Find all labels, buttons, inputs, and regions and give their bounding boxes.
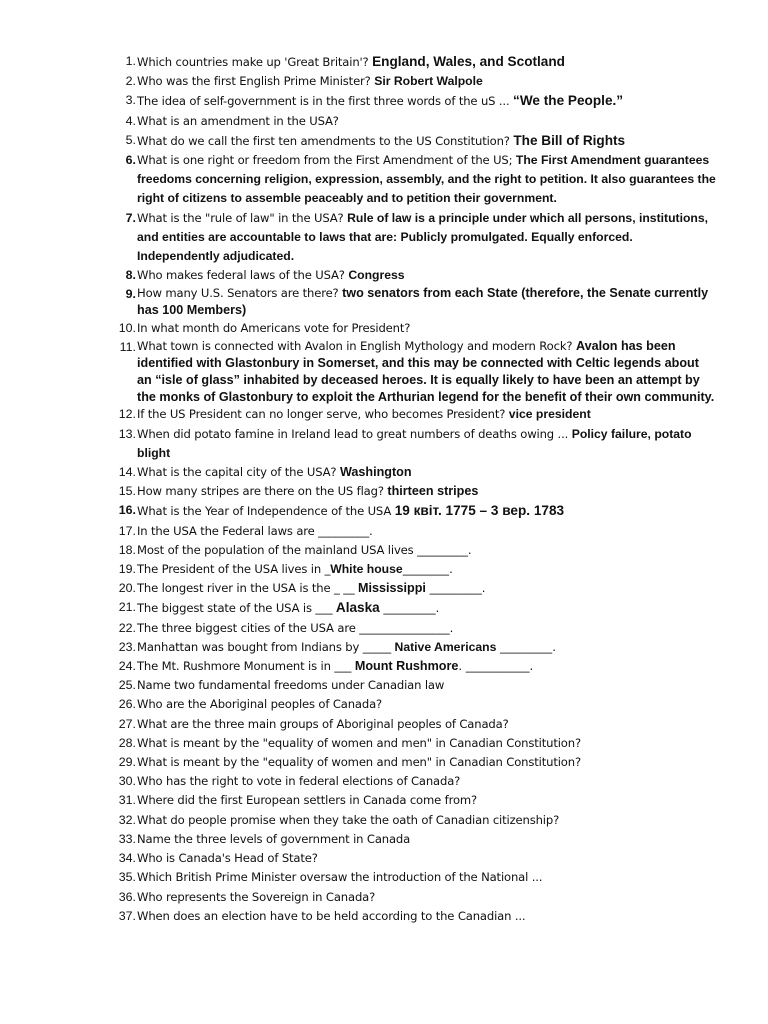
answer-text: White house (330, 562, 403, 577)
question-item (0, 338, 768, 405)
question-item (0, 425, 768, 463)
question-body (137, 52, 717, 72)
question-body (137, 772, 717, 791)
question-body (137, 560, 717, 579)
question-number: 29 . (0, 753, 137, 772)
question-text: Name two fundamental freedoms under Canadian law (137, 678, 445, 693)
question-item (0, 657, 768, 676)
question-number: 5 . (0, 131, 137, 151)
question-item (0, 266, 768, 285)
question-body (137, 522, 717, 541)
answer-text: two senators from each State (therefore, the Senate currently has 100 Members) (137, 286, 709, 318)
question-item (0, 112, 768, 131)
question-text: Which countries make up 'Great Britain'? (137, 55, 373, 69)
question-body (137, 907, 717, 926)
question-item (0, 676, 768, 695)
question-number: 26 . (0, 695, 137, 714)
question-number: 18 . (0, 541, 137, 560)
question-number: 6 . (0, 151, 137, 209)
question-number: 28 . (0, 734, 137, 753)
question-item (0, 72, 768, 91)
question-number: 20 . (0, 579, 137, 598)
question-item (0, 638, 768, 657)
answer-text: Policy failure, potato blight (137, 426, 692, 460)
question-item (0, 52, 768, 72)
question-item (0, 319, 768, 338)
question-body (137, 657, 717, 676)
question-item (0, 753, 768, 772)
question-text: What is meant by the "equality of women and men" in Canadian Constitution? (137, 735, 581, 750)
question-text: Who are the Aboriginal peoples of Canada? (137, 697, 383, 712)
question-body (137, 695, 717, 714)
question-item (0, 830, 768, 849)
question-body (137, 91, 717, 111)
answer-text: England, Wales, and Scotland (372, 54, 565, 69)
question-number: 22 . (0, 619, 137, 638)
question-text: Where did the first European settlers in Canada come from? (137, 793, 478, 808)
question-body (137, 209, 717, 267)
question-number: 19 . (0, 560, 137, 579)
question-item (0, 405, 768, 424)
question-item (0, 560, 768, 579)
question-item (0, 598, 768, 618)
question-text: In what month do Americans vote for President? (137, 321, 411, 336)
question-body (137, 151, 717, 209)
question-number: 37 . (0, 907, 137, 926)
question-text: How many U.S. Senators are there? (137, 286, 343, 301)
question-body (137, 811, 717, 830)
answer-text: Rule of law is a principle under which all persons, institutions, and entities are accountable to laws that are: Publicly promulgated. Equally enforced. Independently adjudicated. (137, 210, 709, 264)
question-text: What is an amendment in the USA? (137, 113, 339, 128)
question-item (0, 811, 768, 830)
question-item (0, 91, 768, 111)
question-text: Who was the first English Prime Minister? (137, 74, 375, 89)
question-item (0, 501, 768, 521)
question-text: What is the Year of Independence of the USA (137, 504, 395, 519)
question-sheet (0, 52, 768, 926)
answer-text: Alaska (335, 600, 380, 616)
answer-text: thirteen stripes (387, 484, 479, 499)
question-number: 8 . (0, 266, 137, 285)
question-item (0, 772, 768, 791)
question-item (0, 541, 768, 560)
question-text: What are the three main groups of Aboriginal peoples of Canada? (137, 716, 509, 731)
question-body (137, 131, 717, 151)
question-text: Most of the population of the mainland USA lives _________. (137, 542, 472, 557)
question-text: What is the "rule of law" in the USA? (137, 210, 348, 225)
question-number: 25 . (0, 676, 137, 695)
question-body (137, 463, 717, 482)
question-item (0, 868, 768, 887)
answer-blank: ________. (402, 562, 453, 577)
question-body (137, 888, 717, 907)
answer-blank: . ___________. (458, 659, 534, 674)
question-text: Who makes federal laws of the USA? (137, 268, 349, 283)
question-body (137, 619, 717, 638)
answer-text: “We the People.” (513, 93, 624, 109)
question-item (0, 522, 768, 541)
question-text: When did potato famine in Ireland lead to great numbers of deaths owing ... (137, 426, 572, 441)
answer-text: Native Americans (394, 639, 497, 654)
question-text: What is the capital city of the USA? (137, 465, 340, 480)
question-item (0, 482, 768, 501)
question-body (137, 715, 717, 734)
question-number: 2 . (0, 72, 137, 91)
question-item (0, 791, 768, 810)
question-number: 21 . (0, 598, 137, 618)
question-body (137, 753, 717, 772)
question-item (0, 463, 768, 482)
question-body (137, 849, 717, 868)
answer-text: The First Amendment guarantees freedoms concerning religion, expression, assembly, and the right to petition. It also guarantees the right of citizens to assemble peaceably and to petition their government. (137, 153, 716, 206)
question-text: Which British Prime Minister oversaw the introduction of the National ... (137, 870, 543, 885)
answer-text: 19 квіт. 1775 – 3 вер. 1783 (394, 503, 565, 519)
question-text: What do we call the first ten amendments to the US Constitution? (137, 133, 514, 148)
answer-blank: _________. (496, 639, 556, 654)
answer-text: Mount Rushmore (354, 659, 459, 674)
question-number: 1 . (0, 52, 137, 72)
question-number: 32 . (0, 811, 137, 830)
question-text: Who represents the Sovereign in Canada? (137, 889, 376, 904)
question-list (0, 52, 768, 926)
question-item (0, 619, 768, 638)
question-body (137, 338, 717, 405)
question-item (0, 715, 768, 734)
question-number: 24 . (0, 657, 137, 676)
question-number: 34 . (0, 849, 137, 868)
question-item (0, 907, 768, 926)
question-body (137, 319, 717, 338)
question-number: 27 . (0, 715, 137, 734)
answer-text: Mississippi (358, 581, 426, 596)
question-number: 11 . (0, 338, 137, 405)
question-item (0, 151, 768, 209)
question-text: Manhattan was bought from Indians by _____ (137, 639, 395, 654)
question-item (0, 131, 768, 151)
question-number: 17 . (0, 522, 137, 541)
question-body (137, 501, 717, 521)
question-item (0, 579, 768, 598)
question-number: 31 . (0, 791, 137, 810)
question-body (137, 266, 717, 285)
question-text: How many stripes are there on the US flag? (137, 484, 388, 499)
question-text: The Mt. Rushmore Monument is in ___ (137, 659, 355, 674)
question-number: 10 . (0, 319, 137, 338)
question-item (0, 734, 768, 753)
question-text: What is one right or freedom from the First Amendment of the US; (137, 153, 516, 168)
question-body (137, 734, 717, 753)
question-item (0, 888, 768, 907)
answer-text: The Bill of Rights (513, 132, 626, 148)
question-text: In the USA the Federal laws are _________. (137, 523, 373, 538)
answer-text: vice president (508, 407, 591, 422)
question-text: The idea of self-government is in the first three words of the uS ... (137, 94, 514, 109)
question-body (137, 482, 717, 501)
question-body (137, 541, 717, 560)
answer-blank: _________. (379, 601, 440, 616)
question-text: If the US President can no longer serve, who becomes President? (137, 407, 509, 422)
question-body (137, 72, 717, 91)
question-body (137, 112, 717, 131)
question-item (0, 849, 768, 868)
question-text: What town is connected with Avalon in English Mythology and modern Rock? (137, 339, 576, 354)
question-body (137, 405, 717, 424)
question-text: The biggest state of the USA is ___ (137, 601, 336, 616)
question-body (137, 425, 717, 463)
question-number: 13 . (0, 425, 137, 463)
question-text: The three biggest cities of the USA are ________________. (137, 620, 454, 635)
answer-blank: _________. (425, 581, 486, 596)
question-item (0, 209, 768, 267)
question-text: The longest river in the USA is the _ __ (137, 581, 359, 596)
question-number: 12 . (0, 405, 137, 424)
question-body (137, 598, 717, 618)
question-number: 33 . (0, 830, 137, 849)
question-text: Name the three levels of government in Canada (137, 831, 411, 846)
question-body (137, 638, 717, 657)
question-number: 7 . (0, 209, 137, 267)
question-body (137, 676, 717, 695)
answer-text: Congress (348, 268, 405, 283)
question-number: 35 . (0, 868, 137, 887)
answer-text: Avalon has been identified with Glastonbury in Somerset, and this may be connected with Celtic legends about an “isle of glass” inhabited by deceased heroes. It is equally likely to have been an attempt by the monks of Glastonbury to exploit the Arthurian legend for the benefit of their own community. (137, 339, 715, 404)
question-text: The President of the USA lives in _ (137, 562, 331, 577)
question-text: What do people promise when they take the oath of Canadian citizenship? (137, 812, 560, 827)
question-number: 30 . (0, 772, 137, 791)
answer-text: Sir Robert Walpole (374, 74, 483, 89)
question-number: 4 . (0, 112, 137, 131)
question-number: 16 . (0, 501, 137, 521)
question-text: When does an election have to be held according to the Canadian ... (137, 908, 526, 923)
answer-text: Washington (339, 465, 412, 480)
question-text: Who is Canada's Head of State? (137, 851, 318, 866)
question-number: 3 . (0, 91, 137, 111)
question-item (0, 695, 768, 714)
question-number: 23 . (0, 638, 137, 657)
question-item (0, 285, 768, 319)
question-body (137, 579, 717, 598)
question-number: 15 . (0, 482, 137, 501)
question-body (137, 791, 717, 810)
question-number: 9 . (0, 285, 137, 319)
question-text: What is meant by the "equality of women and men" in Canadian Constitution? (137, 755, 581, 770)
question-body (137, 830, 717, 849)
question-body (137, 285, 717, 319)
question-text: Who has the right to vote in federal elections of Canada? (137, 774, 461, 789)
question-body (137, 868, 717, 887)
question-number: 36 . (0, 888, 137, 907)
question-number: 14 . (0, 463, 137, 482)
